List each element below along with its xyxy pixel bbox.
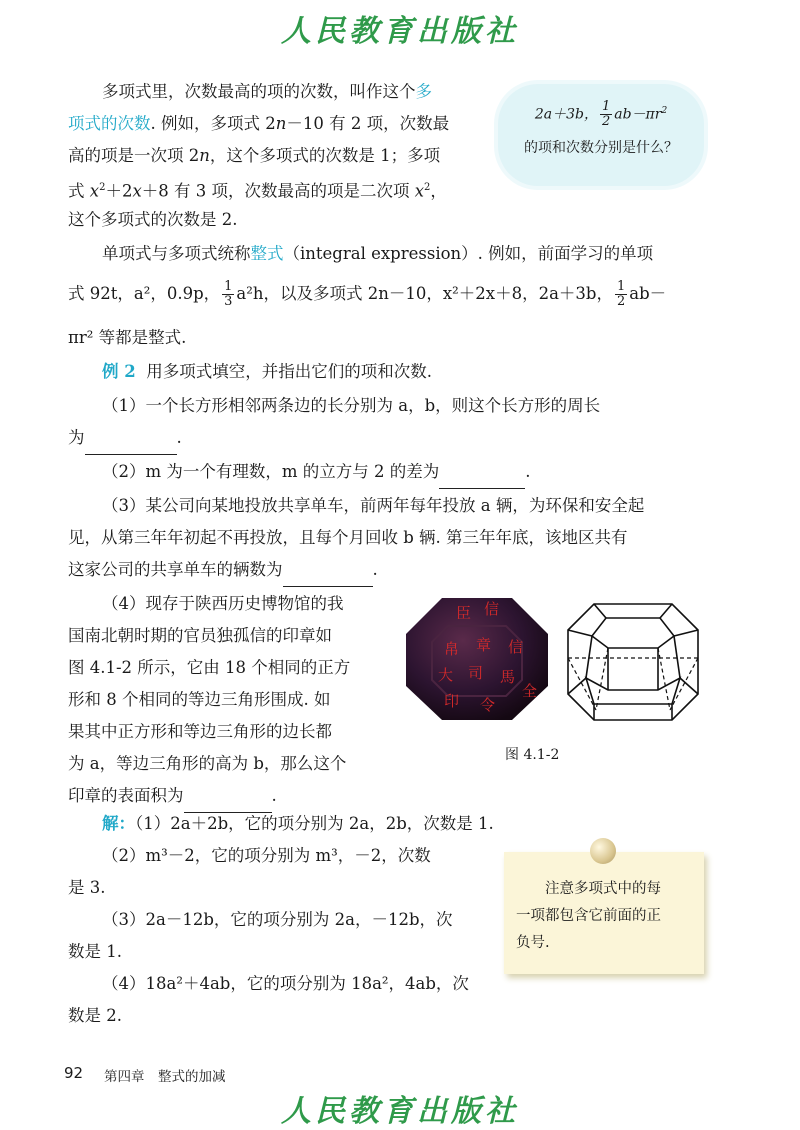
solution-line3: 是 3. bbox=[68, 878, 106, 897]
note-line2: 一项都包含它前面的正 bbox=[516, 908, 661, 924]
para2-line2 bbox=[68, 274, 666, 314]
example-label: 例 2 bbox=[102, 362, 136, 381]
para1-line2: 项式的次数. 例如，多项式 2n－10 有 2 项，次数最 bbox=[68, 114, 450, 133]
note-line3: 负号. bbox=[516, 935, 550, 951]
svg-text:全: 全 bbox=[522, 682, 538, 700]
svg-text:帛: 帛 bbox=[444, 640, 460, 658]
text: ， bbox=[430, 181, 447, 201]
text: ＋8 有 3 项，次数最高的项是二次项 bbox=[141, 181, 410, 201]
text: 式 92t，a²，0.9p， bbox=[68, 284, 221, 303]
example-title bbox=[102, 356, 432, 388]
text: 为 bbox=[68, 428, 85, 447]
q1-line2: 为 . bbox=[68, 422, 182, 455]
text: 单项式与多项式统称 bbox=[102, 244, 251, 263]
solution-line1 bbox=[102, 808, 494, 840]
solution-line4: （3）2a－12b，它的项分别为 2a，－12b，次 bbox=[102, 910, 453, 929]
q3-line2: 见，从第三年年初起不再投放，且每个月回收 b 辆. 第三年年底，该地区共有 bbox=[68, 528, 628, 547]
q4-line4: 形和 8 个相同的等边三角形围成. 如 bbox=[68, 690, 331, 709]
text: （2）m 为一个有理数，m 的立方与 2 的差为 bbox=[102, 462, 440, 481]
q4-line6: 为 a，等边三角形的高为 b，那么这个 bbox=[68, 754, 347, 773]
pin-icon bbox=[590, 838, 616, 864]
solution-label: 解： bbox=[102, 814, 135, 833]
svg-text:印: 印 bbox=[444, 692, 460, 710]
text: 印章的表面积为 bbox=[68, 786, 184, 805]
term-highlight: 项式的次数 bbox=[68, 114, 151, 133]
answer-blank bbox=[85, 422, 177, 455]
text: . 例如，多项式 2 bbox=[150, 114, 276, 133]
page-number: 92 bbox=[64, 1064, 84, 1082]
q4-line7: 印章的表面积为 . bbox=[68, 780, 277, 813]
para1-line3: 高的项是一次项 2n，这个多项式的次数是 1；多项 bbox=[68, 146, 441, 165]
q1-line1: （1）一个长方形相邻两条边的长分别为 a，b，则这个长方形的周长 bbox=[102, 396, 601, 415]
text: ，这个多项式的次数是 1；多项 bbox=[209, 146, 441, 165]
q4-line5: 果其中正方形和等边三角形的边长都 bbox=[68, 722, 332, 741]
solution-line2: （2）m³－2，它的项分别为 m³，－2，次数 bbox=[102, 846, 431, 865]
publisher-logo-bottom: 人民教育出版社 bbox=[281, 1094, 519, 1129]
tip-note bbox=[504, 852, 704, 974]
para2-line3: πr² 等都是整式. bbox=[68, 328, 187, 347]
seal-photo bbox=[404, 596, 550, 722]
text: a²h，以及多项式 2n－10，x²＋2x＋8，2a＋3b， bbox=[236, 284, 613, 303]
para1-line1 bbox=[102, 76, 432, 108]
svg-text:章: 章 bbox=[476, 636, 492, 654]
cloud-question: 的项和次数分别是什么？ bbox=[524, 140, 678, 156]
q4-line3: 图 4.1-2 所示，它由 18 个相同的正方 bbox=[68, 658, 351, 677]
text: （1）2a＋2b，它的项分别为 2a，2b，次数是 1. bbox=[135, 814, 494, 833]
text: 用多项式填空，并指出它们的项和次数. bbox=[146, 362, 432, 381]
text: 高的项是一次项 2 bbox=[68, 146, 200, 165]
fraction-third: $\frac{1}{3}$ bbox=[224, 279, 233, 309]
svg-text:大: 大 bbox=[438, 666, 454, 684]
question-cloud: 2a＋3b， $\frac{1}{2}$ $ab-\pi r^2$ 的项和次数分别是什么？ bbox=[498, 84, 704, 186]
q2-line: （2）m 为一个有理数，m 的立方与 2 的差为 . bbox=[102, 456, 531, 489]
chapter-title: 第四章 整式的加减 bbox=[104, 1069, 226, 1085]
para1-line5: 这个多项式的次数是 2. bbox=[68, 210, 238, 229]
para2-line1 bbox=[102, 238, 653, 270]
svg-text:馬: 馬 bbox=[500, 668, 516, 686]
publisher-logo-top: 人民教育出版社 bbox=[281, 14, 519, 49]
fraction-half: $\frac{1}{2}$ bbox=[616, 279, 626, 309]
answer-blank bbox=[283, 554, 373, 587]
solution-line5: 数是 1. bbox=[68, 942, 122, 961]
svg-text:信: 信 bbox=[484, 600, 500, 618]
polyhedron-diagram bbox=[566, 600, 700, 724]
q3-line1: （3）某公司向某地投放共享单车，前两年每年投放 a 辆，为环保和安全起 bbox=[102, 496, 645, 515]
svg-text:司: 司 bbox=[468, 664, 484, 682]
q4-line1: （4）现存于陕西历史博物馆的我 bbox=[102, 594, 344, 613]
text: （integral expression）. 例如，前面学习的单项 bbox=[283, 244, 654, 263]
note-line1: 注意多项式中的每 bbox=[545, 881, 661, 897]
para1-line4: 式 $x^2+2x+8$ 有 3 项，次数最高的项是二次项 $x^2$， bbox=[68, 181, 447, 201]
text: 这家公司的共享单车的辆数为 bbox=[68, 560, 283, 579]
solution-line6: （4）18a²＋4ab，它的项分别为 18a²，4ab，次 bbox=[102, 974, 469, 993]
answer-blank bbox=[439, 456, 525, 489]
fraction-half: $\frac{1}{2}$ bbox=[601, 99, 611, 129]
text: 式 bbox=[68, 181, 85, 201]
term-highlight: 多 bbox=[415, 82, 432, 101]
text: －10 有 2 项，次数最 bbox=[286, 114, 450, 133]
figure-caption: 图 4.1-2 bbox=[505, 747, 560, 763]
text: ＋2 bbox=[105, 181, 133, 201]
solution-line7: 数是 2. bbox=[68, 1006, 122, 1025]
svg-text:信: 信 bbox=[508, 638, 524, 656]
q4-line2: 国南北朝时期的官员独孤信的印章如 bbox=[68, 626, 332, 645]
text: ab－ bbox=[629, 284, 667, 303]
svg-text:臣: 臣 bbox=[456, 604, 472, 622]
cloud-expr1: 2a＋3b， bbox=[534, 106, 598, 123]
svg-text:令: 令 bbox=[480, 696, 496, 714]
term-highlight: 整式 bbox=[250, 244, 284, 263]
text: 多项式里，次数最高的项的次数，叫作这个 bbox=[102, 82, 416, 101]
q3-line3: 这家公司的共享单车的辆数为 . bbox=[68, 554, 378, 587]
cloud-expr2: ab－πr bbox=[614, 106, 662, 123]
